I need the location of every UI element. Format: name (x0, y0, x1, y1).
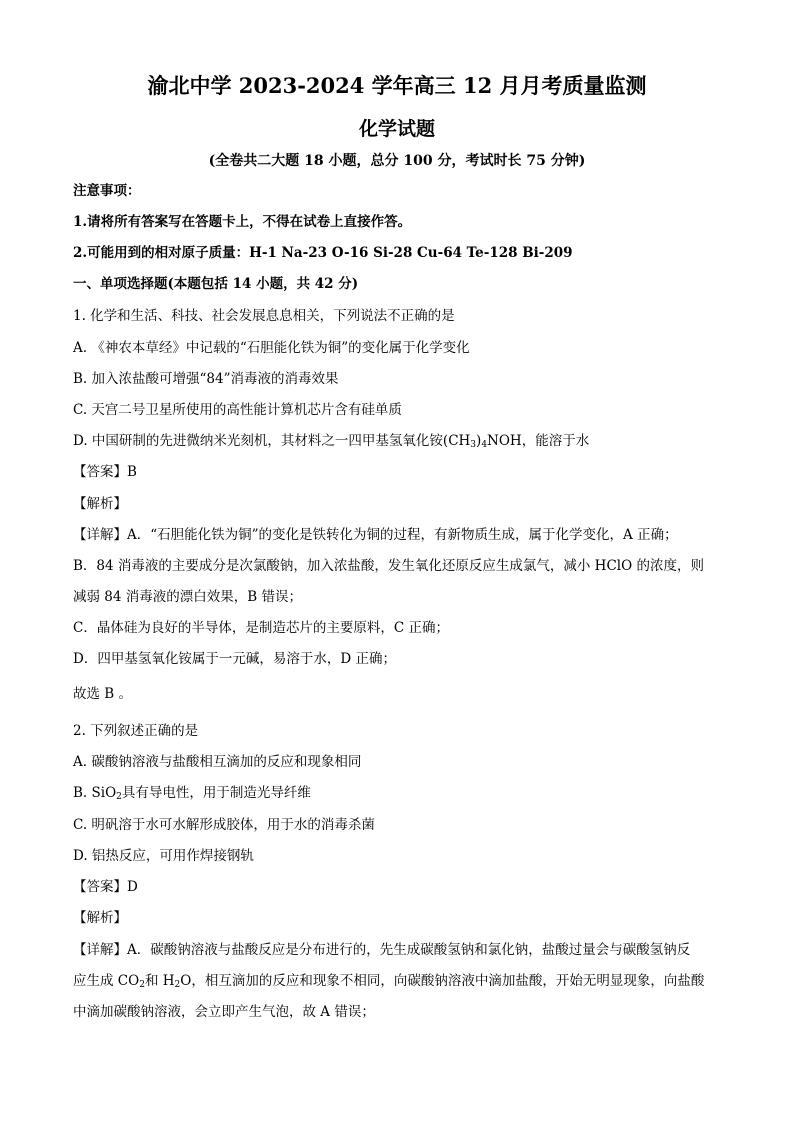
q2-analysis-label: 【解析】 (73, 910, 127, 926)
q1-option-d (73, 431, 589, 455)
q1-option-d-sub2: 4 (481, 440, 488, 450)
q1-option-d-sub1: 3 (470, 440, 477, 450)
q2-option-d: D. 铝热反应，可用作焊接钢轨 (73, 848, 254, 864)
exam-title: 渝北中学 2023-2024 学年高三 12 月月考质量监测 (147, 73, 647, 98)
q1-stem: 1. 化学和生活、科技、社会发展息息相关，下列说法不正确的是 (73, 308, 455, 324)
q2-answer-label: 【答案】 (73, 879, 127, 895)
section-heading: 一、单项选择题(本题包括 14 小题，共 42 分) (73, 276, 359, 292)
q2-detail-2-sub1: 2 (139, 980, 145, 990)
q2-detail-1: 【详解】A．碳酸钠溶液与盐酸反应是分布进行的，先生成碳酸氢钠和氯化钠，盐酸过量会与碳酸氢钠反 (73, 942, 691, 958)
q1-answer-label: 【答案】 (73, 464, 127, 480)
q2-answer-value: D (127, 879, 138, 895)
q1-option-d-post: NOH，能溶于水 (487, 433, 590, 449)
q2-answer (73, 877, 138, 897)
q2-option-b-sub: 2 (116, 792, 122, 802)
q1-detail-5: D．四甲基氢氧化铵属于一元碱，易溶于水，D 正确； (73, 651, 396, 667)
q2-stem: 2. 下列叙述正确的是 (73, 723, 199, 739)
q2-detail-3: 中滴加碳酸钠溶液，会立即产生气泡，故 A 错误； (73, 1004, 375, 1020)
q1-option-c: C. 天宫二号卫星所使用的高性能计算机芯片含有硅单质 (73, 402, 402, 418)
q2-detail-2-pre: 应生成 CO (73, 973, 140, 989)
exam-info: (全卷共二大题 18 小题，总分 100 分，考试时长 75 分钟) (208, 153, 586, 169)
q2-option-b-pre: B. SiO (73, 785, 117, 801)
q1-detail-3: 减弱 84 消毒液的漂白效果，B 错误； (73, 589, 302, 605)
q2-detail-2-sub2: 2 (174, 980, 181, 990)
q1-option-d-mid: ) (476, 433, 482, 449)
q1-option-b: B. 加入浓盐酸可增强“84”消毒液的消毒效果 (73, 371, 339, 387)
q2-option-a: A. 碳酸钠溶液与盐酸相互滴加的反应和现象相同 (73, 754, 362, 770)
notice-heading: 注意事项： (73, 183, 141, 199)
q2-option-c: C. 明矾溶于水可水解形成胶体，用于水的消毒杀菌 (73, 817, 375, 833)
q2-detail-2 (73, 971, 704, 995)
q1-detail-4: C．晶体硅为良好的半导体，是制造芯片的主要原料，C 正确； (73, 620, 449, 636)
q1-option-d-pre: D. 中国研制的先进微纳米光刻机，其材料之一四甲基氢氧化铵(CH (73, 433, 471, 449)
notice-item-2: 2.可能用到的相对原子质量：H-1 Na-23 O-16 Si-28 Cu-64 Te-128 Bi-209 (73, 245, 573, 261)
q1-detail-1: 【详解】A．“石胆能化铁为铜”的变化是铁转化为铜的过程，有新物质生成，属于化学变化，A 正确； (73, 527, 678, 543)
q1-answer-value: B (127, 464, 137, 480)
q2-detail-2-mid: 和 H (144, 973, 175, 989)
q1-analysis-label: 【解析】 (73, 496, 127, 512)
q1-detail-2: B．84 消毒液的主要成分是次氯酸钠，加入浓盐酸，发生氧化还原反应生成氯气，减小 HClO 的浓度，则 (73, 558, 704, 574)
q1-answer (73, 462, 137, 482)
notice-item-1: 1.请将所有答案写在答题卡上，不得在试卷上直接作答。 (73, 214, 412, 230)
q1-option-a: A. 《神农本草经》中记载的“石胆能化铁为铜”的变化属于化学变化 (73, 340, 470, 356)
q1-conclusion: 故选 B 。 (73, 686, 133, 702)
exam-subtitle: 化学试题 (358, 118, 435, 140)
q2-option-b-post: 具有导电性，用于制造光导纤维 (121, 785, 311, 801)
q2-option-b (73, 783, 311, 807)
q2-detail-2-post: O，相互滴加的反应和现象不相同，向碳酸钠溶液中滴加盐酸，开始无明显现象，向盐酸 (180, 973, 705, 989)
